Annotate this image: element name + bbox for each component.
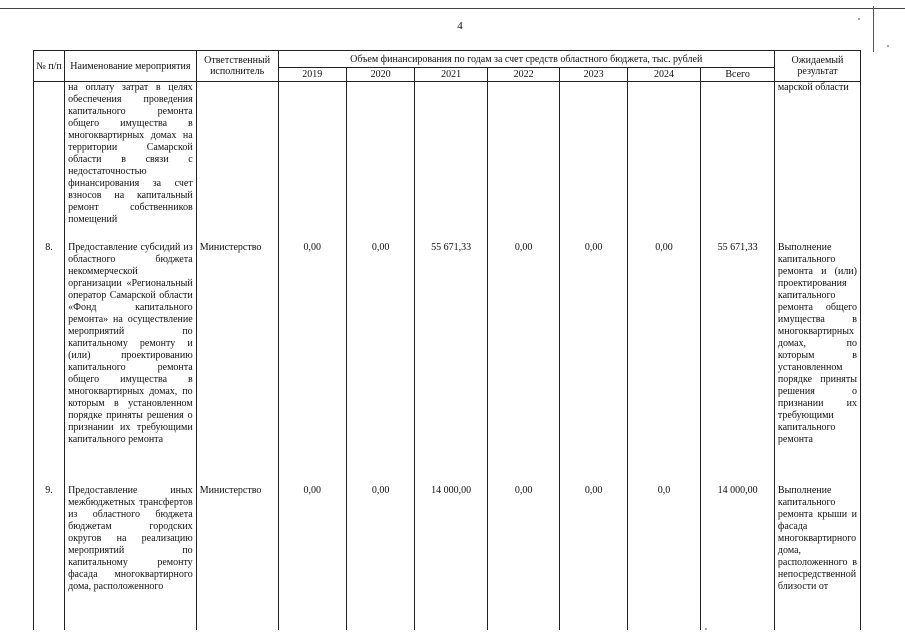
header-name: Наименование мероприятия: [65, 51, 197, 82]
row-value: [627, 82, 701, 242]
row-executor: Министерство: [196, 242, 278, 485]
row-value: [415, 82, 488, 242]
header-funding: Объем финансирования по годам за счет средств областного бюджета, тыс. рублей: [278, 51, 774, 68]
header-year: 2024: [627, 68, 701, 82]
row-value: 0,00: [560, 242, 627, 485]
row-value: 0,00: [346, 485, 414, 630]
row-name: Предоставление субсидий из областного бюджета некоммерческой организации «Региональный оператор Самарской области «Фонд капитального ремонта» на осуществление мероприятий по капитальному ремонту и (или) проектированию капитального ремонта общего имущества в многоквартирных домах, по которым в установленном порядке приняты решения о признании их требующими капитального ремонта: [65, 242, 197, 485]
table-row: [34, 485, 861, 630]
page-number: 4: [457, 20, 463, 32]
row-value: 0,00: [278, 485, 346, 630]
row-name: Предоставление иных межбюджетных трансфертов из областного бюджета бюджетам городских округов на реализацию мероприятий по капитальному ремонту фасада многоквартирного дома, расположенного: [65, 485, 197, 630]
table-row: [34, 242, 861, 485]
scan-speck: [887, 45, 889, 47]
row-value: [346, 82, 414, 242]
header-year: 2023: [560, 68, 627, 82]
header-num: № п/п: [34, 51, 65, 82]
row-value: 14 000,00: [701, 485, 775, 630]
row-executor: [196, 82, 278, 242]
row-value: 0,0: [627, 485, 701, 630]
header-year: 2019: [278, 68, 346, 82]
row-value: 0,00: [487, 242, 560, 485]
scan-speck: [858, 18, 860, 20]
header-year: 2020: [346, 68, 414, 82]
budget-table: [33, 50, 861, 630]
header-year: 2022: [487, 68, 560, 82]
row-result: Выполнение капитального ремонта крыши и фасада многоквартирного дома, расположенного в непосредственной близости от: [774, 485, 860, 630]
row-value: 0,00: [560, 485, 627, 630]
row-num: [34, 82, 65, 242]
row-value: 14 000,00: [415, 485, 488, 630]
header-total: Всего: [701, 68, 775, 82]
row-value: [487, 82, 560, 242]
row-value: 0,00: [487, 485, 560, 630]
header-year: 2021: [415, 68, 488, 82]
row-value: 55 671,33: [415, 242, 488, 485]
scan-top-border: [0, 0, 905, 9]
row-value: 55 671,33: [701, 242, 775, 485]
row-result: марской области: [774, 82, 860, 242]
row-value: 0,00: [627, 242, 701, 485]
scan-speck: [705, 628, 707, 630]
row-value: [701, 82, 775, 242]
header-executor: Ответственный исполнитель: [196, 51, 278, 82]
row-result: Выполнение капитального ремонта и (или) проектирования капитального ремонта общего имущества в многоквартирных домах, по которым в установленном порядке приняты решения о признании их требующими капитального ремонта: [774, 242, 860, 485]
row-value: [560, 82, 627, 242]
table-row: [34, 82, 861, 242]
row-num: 9.: [34, 485, 65, 630]
row-value: 0,00: [278, 242, 346, 485]
row-name: на оплату затрат в целях обеспечения проведения капитального ремонта общего имущества в многоквартирных домах на территории Самарской области в связи с недостаточностью финансирования за счет взносов на капитальный ремонт собственников помещений: [65, 82, 197, 242]
row-value: [278, 82, 346, 242]
header-result: Ожидаемый результат: [774, 51, 860, 82]
row-executor: Министерство: [196, 485, 278, 630]
row-num: 8.: [34, 242, 65, 485]
row-value: 0,00: [346, 242, 414, 485]
